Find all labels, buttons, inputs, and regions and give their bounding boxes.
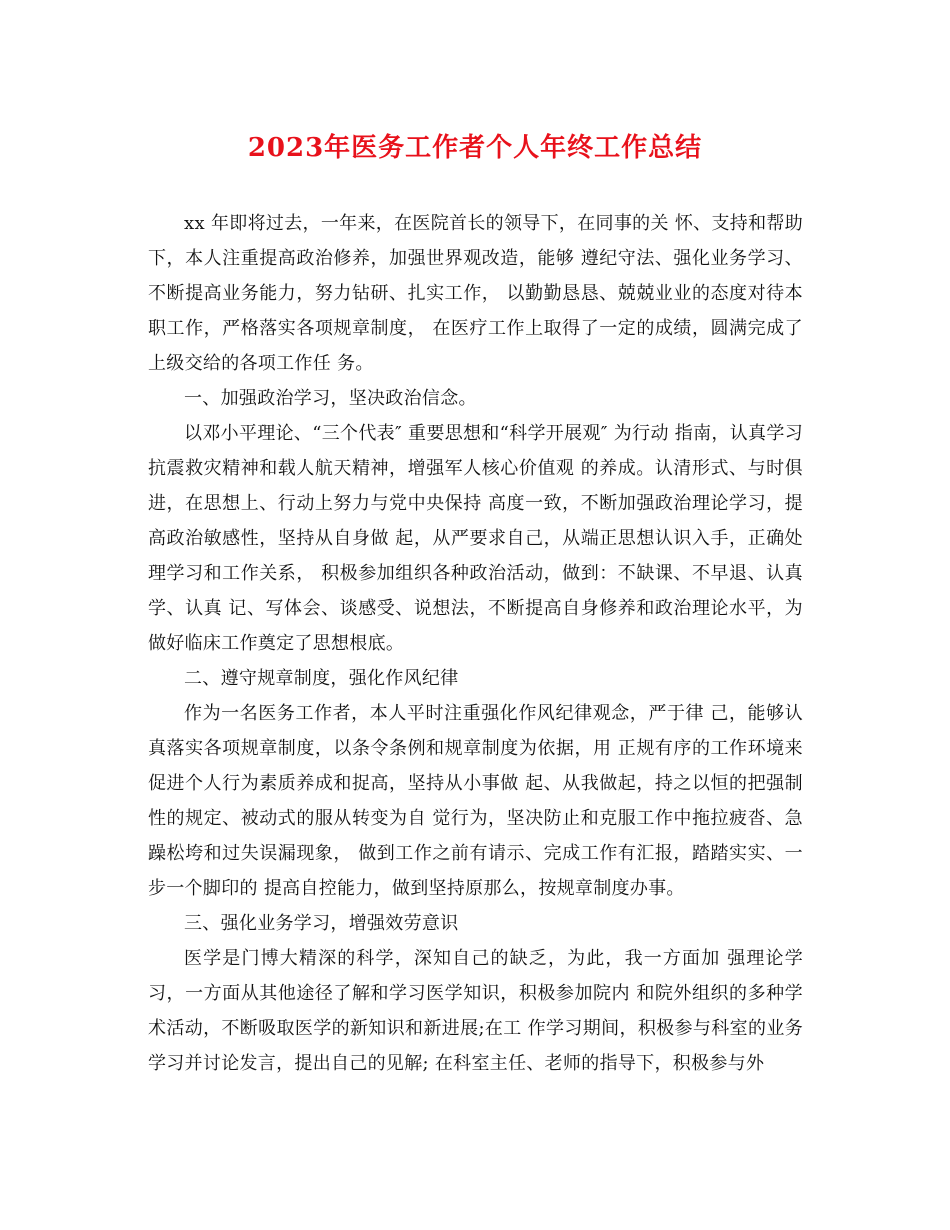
paragraph-section-1: 以邓小平理论、“三个代表″ 重要思想和“科学开展观″ 为行动 指南，认真学习抗震救灾精神和载人航天精神，增强军人核心价值观 的养成。认清形式、与时俱进，在思想上、行动上努力与党中央保持 高度一致，不断加强政治理论学习，提高政治敏感性，坚持从自身做 起，从严要求自己，从端正思想认识入手，正确处理学习和工作关系， 积极参加组织各种政治活动，做到：不缺课、不早退、认真学、认真 记、写体会、谈感受、说想法，不断提高自身修养和政治理论水平，为做好临床工作奠定了思想根底。 [148,423,803,654]
paragraph-intro: xx 年即将过去，一年来，在医院首长的领导下，在同事的关 怀、支持和帮助下，本人注重提高政治修养，加强世界观改造，能够 遵纪守法、强化业务学习、不断提高业务能力，努力钻研、扎实工作， 以勤勤恳恳、兢兢业业的态度对待本职工作，严格落实各项规章制度， 在医疗工作上取得了一定的成绩，圆满完成了上级交给的各项工作任 务。 [148,213,803,374]
document-body [148,206,803,1081]
document-title: 2023年医务工作者个人年终工作总结 [247,133,703,163]
paragraph-section-3: 医学是门博大精深的科学，深知自己的缺乏，为此，我一方面加 强理论学习，一方面从其他途径了解和学习医学知识，积极参加院内 和院外组织的多种学术活动，不断吸取医学的新知识和新进展;在工 作学习期间，积极参与科室的业务学习并讨论发言，提出自己的见解; 在科室主任、老师的指导下，积极参与外 [148,948,803,1074]
heading-section-3: 三、强化业务学习，增强效劳意识 [184,913,459,934]
paragraph-section-2: 作为一名医务工作者，本人平时注重强化作风纪律观念，严于律 己，能够认真落实各项规章制度，以条令条例和规章制度为依据，用 正规有序的工作环境来促进个人行为素质养成和捉高，坚持从小事做 起、从我做起，持之以恒的把强制性的规定、被动式的服从转变为自 觉行为，坚决防止和克服工作中拖拉疲沓、急躁松垮和过失误漏现象， 做到工作之前有请示、完成工作有汇报，踏踏实实、一步一个脚印的 提高自控能力，做到坚持原那么，按规章制度办事。 [148,703,803,899]
heading-section-2: 二、遵守规章制度，强化作风纪律 [184,668,459,689]
heading-section-1: 一、加强政治学习，坚决政治信念。 [184,388,477,409]
